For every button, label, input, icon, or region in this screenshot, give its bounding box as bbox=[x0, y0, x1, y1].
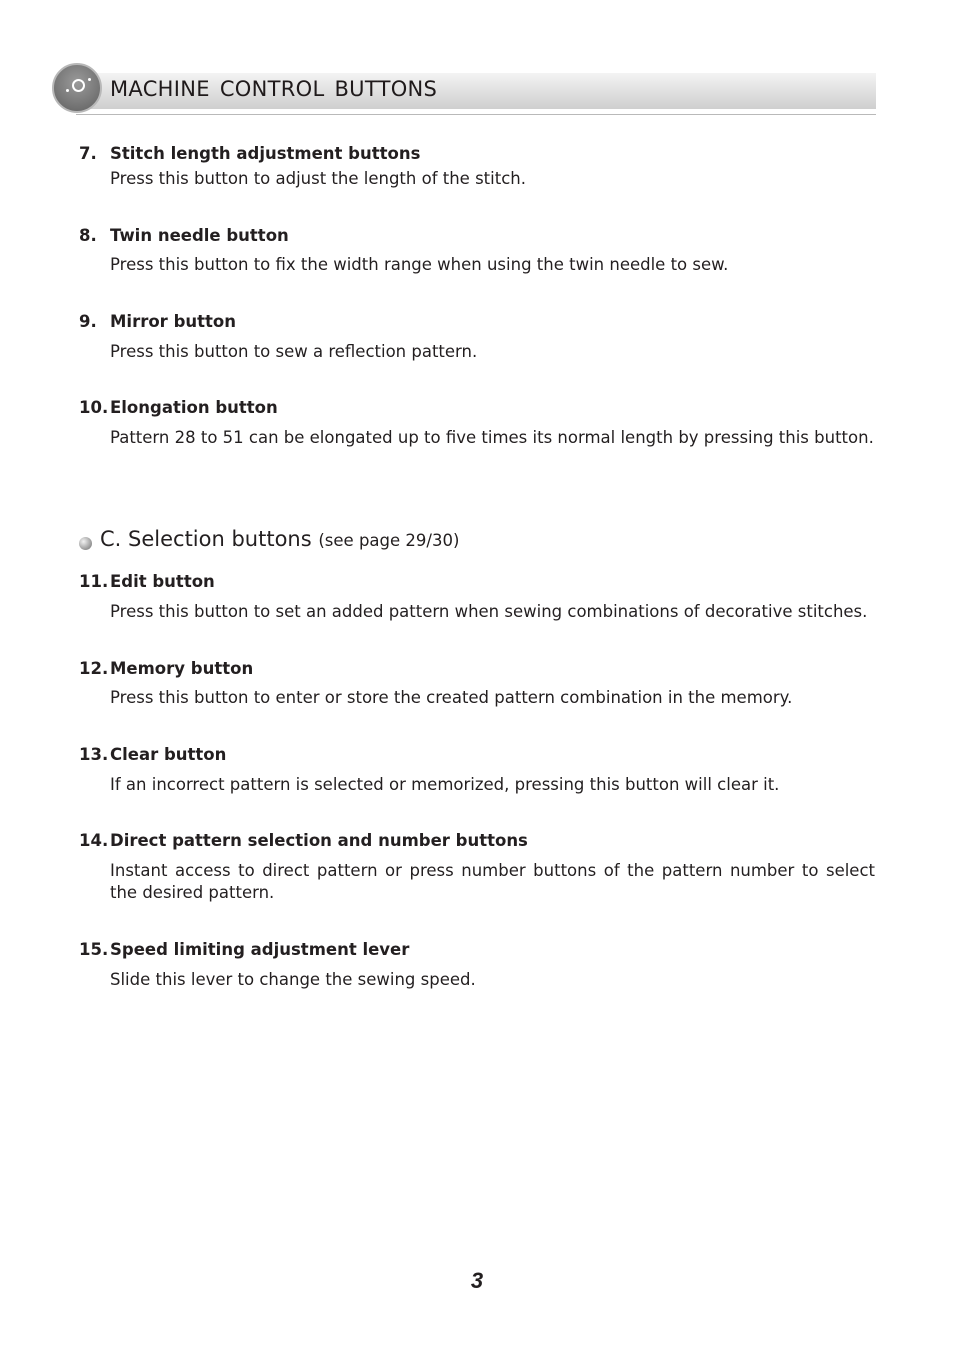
header-underline bbox=[76, 114, 876, 115]
item-description: Instant access to direct pattern or press number buttons of the pattern number to select the desired pattern. bbox=[110, 861, 875, 902]
section-title: C. Selection buttons bbox=[100, 527, 312, 551]
item-title: Edit button bbox=[110, 572, 215, 591]
item-description: Slide this lever to change the sewing speed. bbox=[110, 970, 476, 989]
item-title: Twin needle button bbox=[110, 226, 289, 245]
disc-logo-icon bbox=[52, 63, 102, 113]
item-number: 8. bbox=[79, 226, 97, 245]
item-title: Clear button bbox=[110, 745, 227, 764]
bullet-icon bbox=[79, 537, 92, 550]
item-description: If an incorrect pattern is selected or memorized, pressing this button will clear it. bbox=[110, 775, 780, 794]
item-number: 12. bbox=[79, 659, 109, 678]
item-number: 11. bbox=[79, 572, 109, 591]
item-title: Speed limiting adjustment lever bbox=[110, 940, 410, 959]
item-description: Press this button to sew a reflection pattern. bbox=[110, 342, 478, 361]
item-description: Press this button to set an added pattern when sewing combinations of decorative stitches. bbox=[110, 602, 868, 621]
item-description: Press this button to enter or store the created pattern combination in the memory. bbox=[110, 688, 793, 707]
item-number: 10. bbox=[79, 398, 109, 417]
section-page-reference: (see page 29/30) bbox=[318, 531, 460, 550]
page-title: MACHINE CONTROL BUTTONS bbox=[110, 77, 438, 101]
page-number: 3 bbox=[470, 1268, 484, 1293]
item-title: Direct pattern selection and number buttons bbox=[110, 831, 528, 850]
item-title: Elongation button bbox=[110, 398, 278, 417]
item-number: 9. bbox=[79, 312, 97, 331]
item-description: Pattern 28 to 51 can be elongated up to five times its normal length by pressing this button. bbox=[110, 428, 874, 447]
section-header bbox=[52, 63, 876, 117]
item-title: Stitch length adjustment buttons bbox=[110, 144, 421, 163]
item-title: Mirror button bbox=[110, 312, 236, 331]
item-description: Press this button to adjust the length of the stitch. bbox=[110, 169, 526, 188]
item-number: 14. bbox=[79, 831, 109, 850]
item-number: 15. bbox=[79, 940, 109, 959]
item-number: 7. bbox=[79, 144, 97, 163]
item-description: Press this button to fix the width range when using the twin needle to sew. bbox=[110, 255, 729, 274]
item-number: 13. bbox=[79, 745, 109, 764]
item-title: Memory button bbox=[110, 659, 254, 678]
